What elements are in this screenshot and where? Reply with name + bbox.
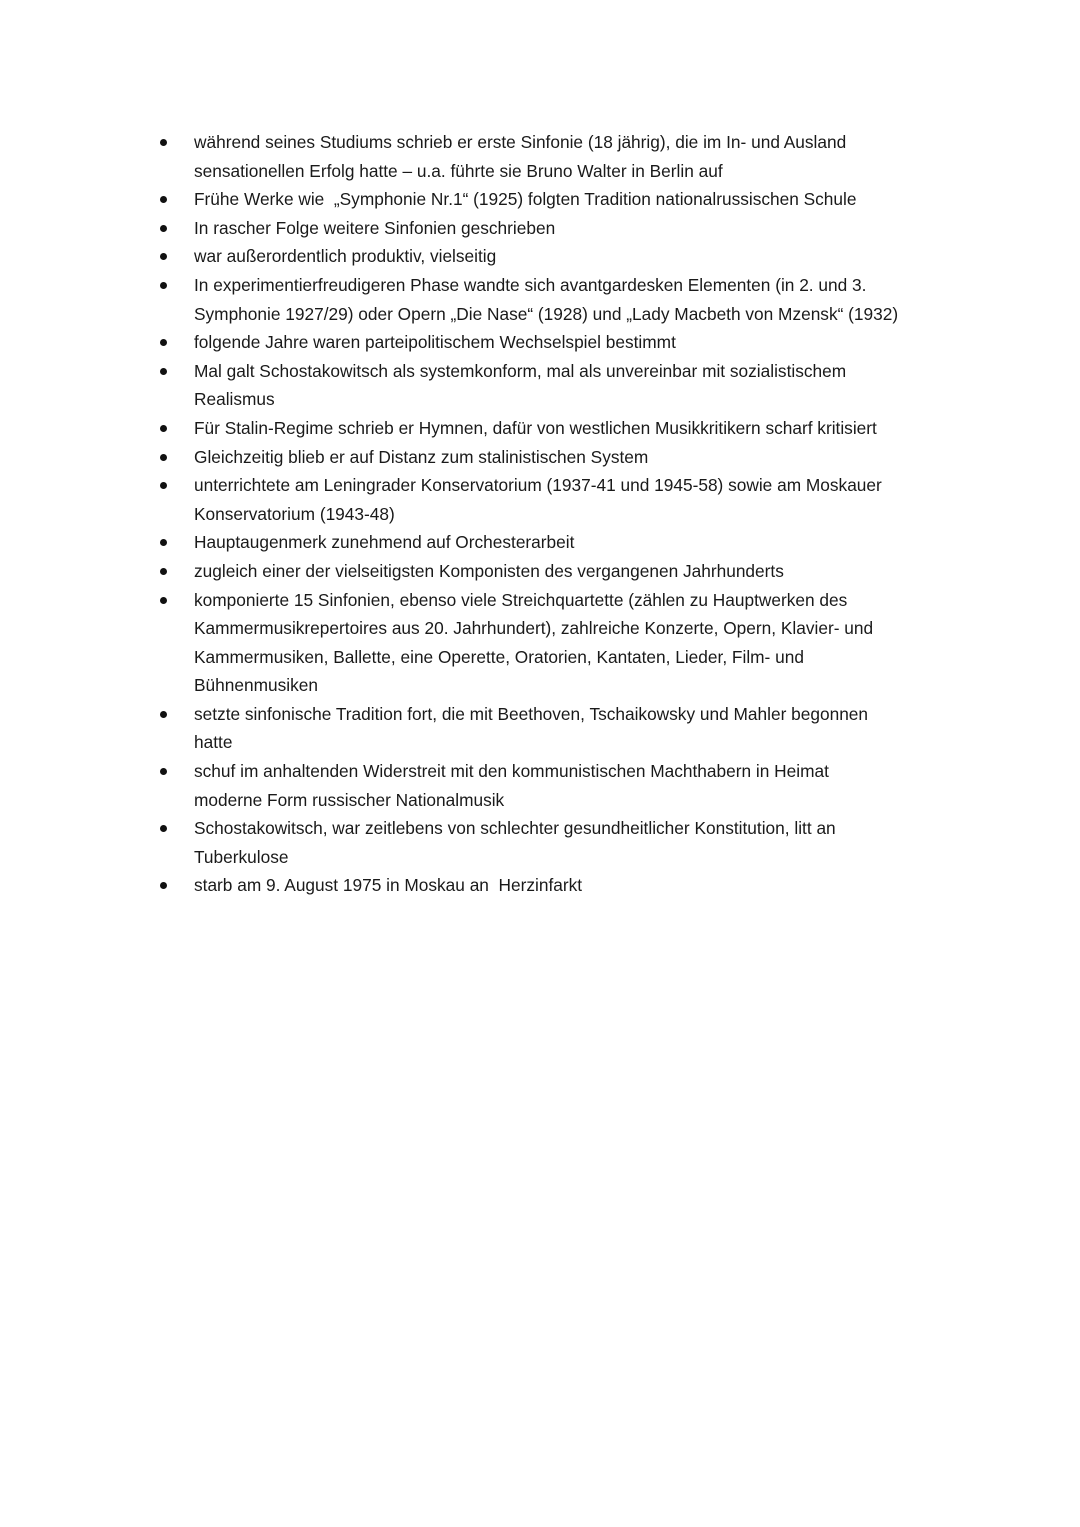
list-item-line: setzte sinfonische Tradition fort, die mit Beethoven, Tschaikowsky und Mahler begonnen	[194, 703, 869, 724]
list-item-line: In experimentierfreudigeren Phase wandte sich avantgardesken Elementen (in 2. und 3.	[194, 274, 867, 295]
list-item	[156, 443, 956, 472]
bullet-dot-icon	[160, 368, 167, 375]
list-item	[156, 185, 956, 214]
list-item-line: In rascher Folge weitere Sinfonien geschrieben	[194, 217, 556, 238]
list-item	[156, 357, 956, 414]
bullet-dot-icon	[160, 711, 167, 718]
list-item-line: moderne Form russischer Nationalmusik	[194, 789, 505, 810]
list-item	[156, 871, 956, 900]
list-item-line: unterrichtete am Leningrader Konservatorium (1937-41 und 1945-58) sowie am Moskauer	[194, 475, 882, 496]
bullet-dot-icon	[160, 454, 167, 461]
list-item-line: zugleich einer der vielseitigsten Komponisten des vergangenen Jahrhunderts	[194, 560, 784, 581]
bullet-list	[156, 128, 956, 900]
list-item	[156, 814, 956, 871]
bullet-dot-icon	[160, 225, 167, 232]
bullet-dot-icon	[160, 253, 167, 260]
list-item	[156, 328, 956, 357]
list-item-line: starb am 9. August 1975 in Moskau an Herzinfarkt	[194, 875, 583, 896]
list-item-line: während seines Studiums schrieb er erste Sinfonie (18 jährig), die im In- und Ausland	[194, 132, 847, 152]
list-item-line: Bühnenmusiken	[194, 675, 318, 696]
list-item-line: Konservatorium (1943-48)	[194, 503, 395, 524]
bullet-dot-icon	[160, 482, 167, 489]
bullet-dot-icon	[160, 139, 167, 146]
bullet-dot-icon	[160, 196, 167, 203]
bullet-dot-icon	[160, 768, 167, 775]
list-item-line: Gleichzeitig blieb er auf Distanz zum stalinistischen System	[194, 446, 649, 467]
list-item-line: war außerordentlich produktiv, vielseitig	[194, 246, 497, 267]
list-item-line: Mal galt Schostakowitsch als systemkonform, mal als unvereinbar mit sozialistischem	[194, 360, 847, 381]
list-item-line: Tuberkulose	[194, 846, 289, 867]
list-item-line: komponierte 15 Sinfonien, ebenso viele Streichquartette (zählen zu Hauptwerken des	[194, 589, 848, 610]
bullet-dot-icon	[160, 425, 167, 432]
list-item-line: Realismus	[194, 389, 275, 410]
list-item-line: Schostakowitsch, war zeitlebens von schlechter gesundheitlicher Konstitution, litt an	[194, 818, 836, 839]
list-item	[156, 214, 956, 243]
list-item-line: folgende Jahre waren parteipolitischem Wechselspiel bestimmt	[194, 332, 676, 353]
list-item	[156, 557, 956, 586]
bullet-dot-icon	[160, 339, 167, 346]
list-item-line: Für Stalin-Regime schrieb er Hymnen, dafür von westlichen Musikkritikern scharf kritisiert	[194, 417, 877, 438]
list-item-line: Hauptaugenmerk zunehmend auf Orchesterarbeit	[194, 532, 575, 553]
bullet-dot-icon	[160, 597, 167, 604]
list-item	[156, 414, 956, 443]
list-item	[156, 471, 956, 528]
list-item-line: Kammermusikrepertoires aus 20. Jahrhundert), zahlreiche Konzerte, Opern, Klavier- und	[194, 618, 874, 639]
bullet-dot-icon	[160, 282, 167, 289]
list-item	[156, 242, 956, 271]
bullet-dot-icon	[160, 568, 167, 575]
list-item-line: Symphonie 1927/29) oder Opern „Die Nase“ (1928) und „Lady Macbeth von Mzensk“ (1932)	[194, 303, 899, 324]
list-item-line: schuf im anhaltenden Widerstreit mit den kommunistischen Machthabern in Heimat	[194, 761, 829, 782]
list-item	[156, 271, 956, 328]
list-item-line: Kammermusiken, Ballette, eine Operette, Oratorien, Kantaten, Lieder, Film- und	[194, 646, 804, 667]
bullet-dot-icon	[160, 539, 167, 546]
bullet-dot-icon	[160, 825, 167, 832]
list-item-line: Frühe Werke wie „Symphonie Nr.1“ (1925) folgten Tradition nationalrussischen Schule	[194, 189, 857, 210]
list-item	[156, 757, 956, 814]
list-item-line: hatte	[194, 732, 233, 753]
bullet-dot-icon	[160, 882, 167, 889]
list-item	[156, 700, 956, 757]
list-item	[156, 128, 956, 185]
list-item-line: sensationellen Erfolg hatte – u.a. führte sie Bruno Walter in Berlin auf	[194, 160, 723, 181]
list-item	[156, 586, 956, 700]
list-item	[156, 528, 956, 557]
